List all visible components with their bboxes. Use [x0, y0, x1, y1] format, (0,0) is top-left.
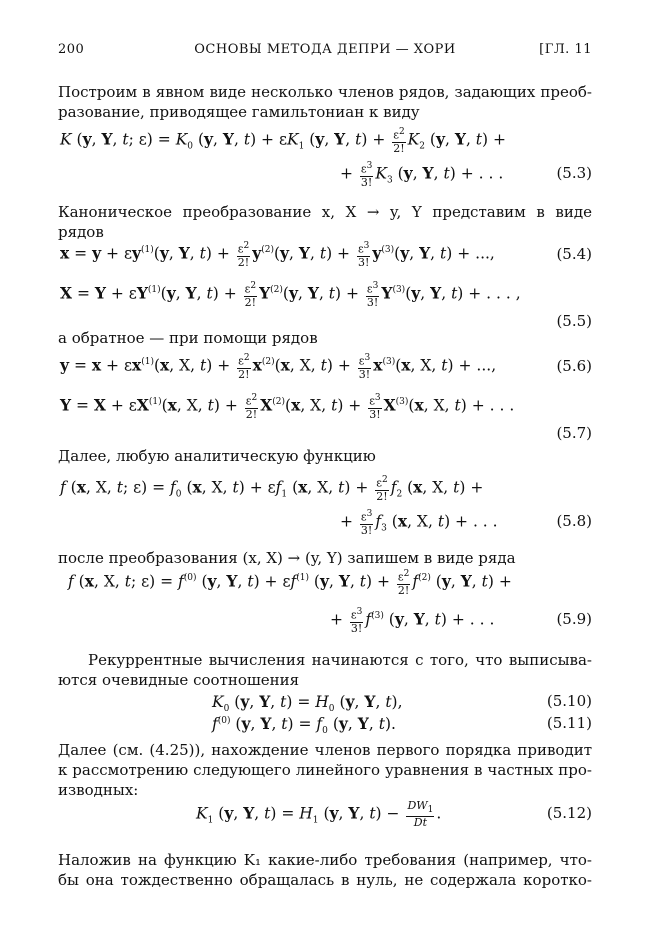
equation-5-6: $y = x + \varepsilon x^{(1)}(x$, X, t) + $\frac{\varepsilon^2}{2!}$ $x^{(2)}(x$, X, t) + $\frac{\varepsilon^3}{3!}$ $x^{(3)}(x$, X, t) + ...,: [60, 353, 497, 381]
equation-5-10: $K_0$ (y, Y, $t) = H_0$ (y, Y, t),: [212, 692, 403, 715]
paragraph-line: Наложив на функцию K₁ какие-либо требования (например, что-: [58, 851, 592, 869]
equation-5-4: $x = y + \varepsilon y^{(1)}(y$, Y, t) + $\frac{\varepsilon^2}{2!}$ $y^{(2)}(y$, Y, t) + $\frac{\varepsilon^3}{3!}$ $y^{(3)}(y$, Y, t) + ...,: [60, 241, 495, 269]
equation-number: (5.4): [556, 245, 592, 263]
equation-number: (5.10): [546, 692, 592, 710]
paragraph-line: рядов: [58, 223, 104, 241]
paragraph-line: к рассмотрению следующего линейного уравнения в частных про-: [58, 761, 592, 779]
paragraph-line: а обратное — при помощи рядов: [58, 329, 318, 347]
paragraph-line: Далее (см. (4.25)), нахождение членов первого порядка приводит: [58, 741, 592, 759]
paragraph-line: Каноническое преобразование x, X → y, Y представим в виде: [58, 203, 592, 221]
equation-5-12: $K_1$ (y, Y, $t) = H_1$ (y, Y, t) − $\frac{DW_1}{Dt}$ .: [196, 799, 442, 830]
equation-5-5: $X = Y + \varepsilon Y^{(1)}(y$, Y, t) + $\frac{\varepsilon^2}{2!}$ $Y^{(2)}(y$, Y, t) + $\frac{\varepsilon^3}{3!}$ $Y^{(3)}(y$, Y, t) + . . . ,: [60, 281, 521, 309]
paragraph-line: после преобразования (x, X) → (y, Y) запишем в виде ряда: [58, 549, 516, 567]
equation-5-8-line1: f (x, X, t; $\varepsilon) = f_0$ (x, X, $t) + \varepsilon f_1$ (x, X, t) + $\frac{\varepsilon^2}{2!}$ $f_2$ (x, X, t) +: [60, 475, 484, 503]
chapter-label: [ГЛ. 11: [539, 42, 592, 57]
equation-number: (5.3): [556, 164, 592, 182]
equation-number: (5.7): [556, 424, 592, 442]
equation-5-9-line1: f (x, X, t; $\varepsilon) = f^{(0)}$ (y, Y, $t) + \varepsilon f^{(1)}$ (y, Y, t) + $\frac{\varepsilon^2}{2!}$ $f^{(2)}$ (y, Y, t) +: [68, 569, 512, 597]
page-number: 200: [58, 42, 85, 57]
running-header: [58, 42, 592, 62]
equation-5-8-line2: + $\frac{\varepsilon^3}{3!}$ $f_3$ (x, X, t) + . . .: [340, 509, 498, 537]
paragraph-line: Далее, любую аналитическую функцию: [58, 447, 376, 465]
equation-5-7: $Y = X + \varepsilon X^{(1)}(x$, X, t) + $\frac{\varepsilon^2}{2!}$ $X^{(2)}(x$, X, t) + $\frac{\varepsilon^3}{3!}$ $X^{(3)}(x$, X, t) + . . .: [60, 393, 515, 421]
running-title: ОСНОВЫ МЕТОДА ДЕПРИ — ХОРИ: [194, 42, 456, 57]
paragraph-line: ются очевидные соотношения: [58, 671, 300, 689]
equation-number: (5.11): [546, 714, 592, 732]
equation-number: (5.6): [556, 357, 592, 375]
equation-5-9-line2: + $\frac{\varepsilon^3}{3!}$ $f^{(3)}$ (y, Y, t) + . . .: [330, 607, 495, 635]
equation-number: (5.12): [546, 804, 592, 822]
equation-number: (5.8): [556, 512, 592, 530]
paragraph-line: Рекуррентные вычисления начинаются с того, что выписыва-: [88, 651, 592, 669]
paragraph-line: изводных:: [58, 781, 139, 799]
equation-number: (5.5): [556, 312, 592, 330]
equation-5-3-line2: + $\frac{\varepsilon^3}{3!}$ $K_3$ (y, Y, t) + . . .: [340, 161, 504, 189]
equation-5-3-line1: K (y, Y, t; $\varepsilon) = K_0$ (y, Y, $t) + \varepsilon K_1$ (y, Y, t) + $\frac{\varepsilon^2}{2!}$ $K_2$ (y, Y, t) +: [60, 127, 506, 155]
equation-number: (5.9): [556, 610, 592, 628]
paragraph-line: Построим в явном виде несколько членов рядов, задающих преоб-: [58, 83, 592, 101]
paragraph-line: бы она тождественно обращалась в нуль, не содержала коротко-: [58, 871, 592, 889]
paragraph-line: разование, приводящее гамильтониан к виду: [58, 103, 420, 121]
equation-5-11: $f^{(0)}$ (y, Y, $t) = f_0$ (y, Y, t).: [212, 714, 396, 737]
